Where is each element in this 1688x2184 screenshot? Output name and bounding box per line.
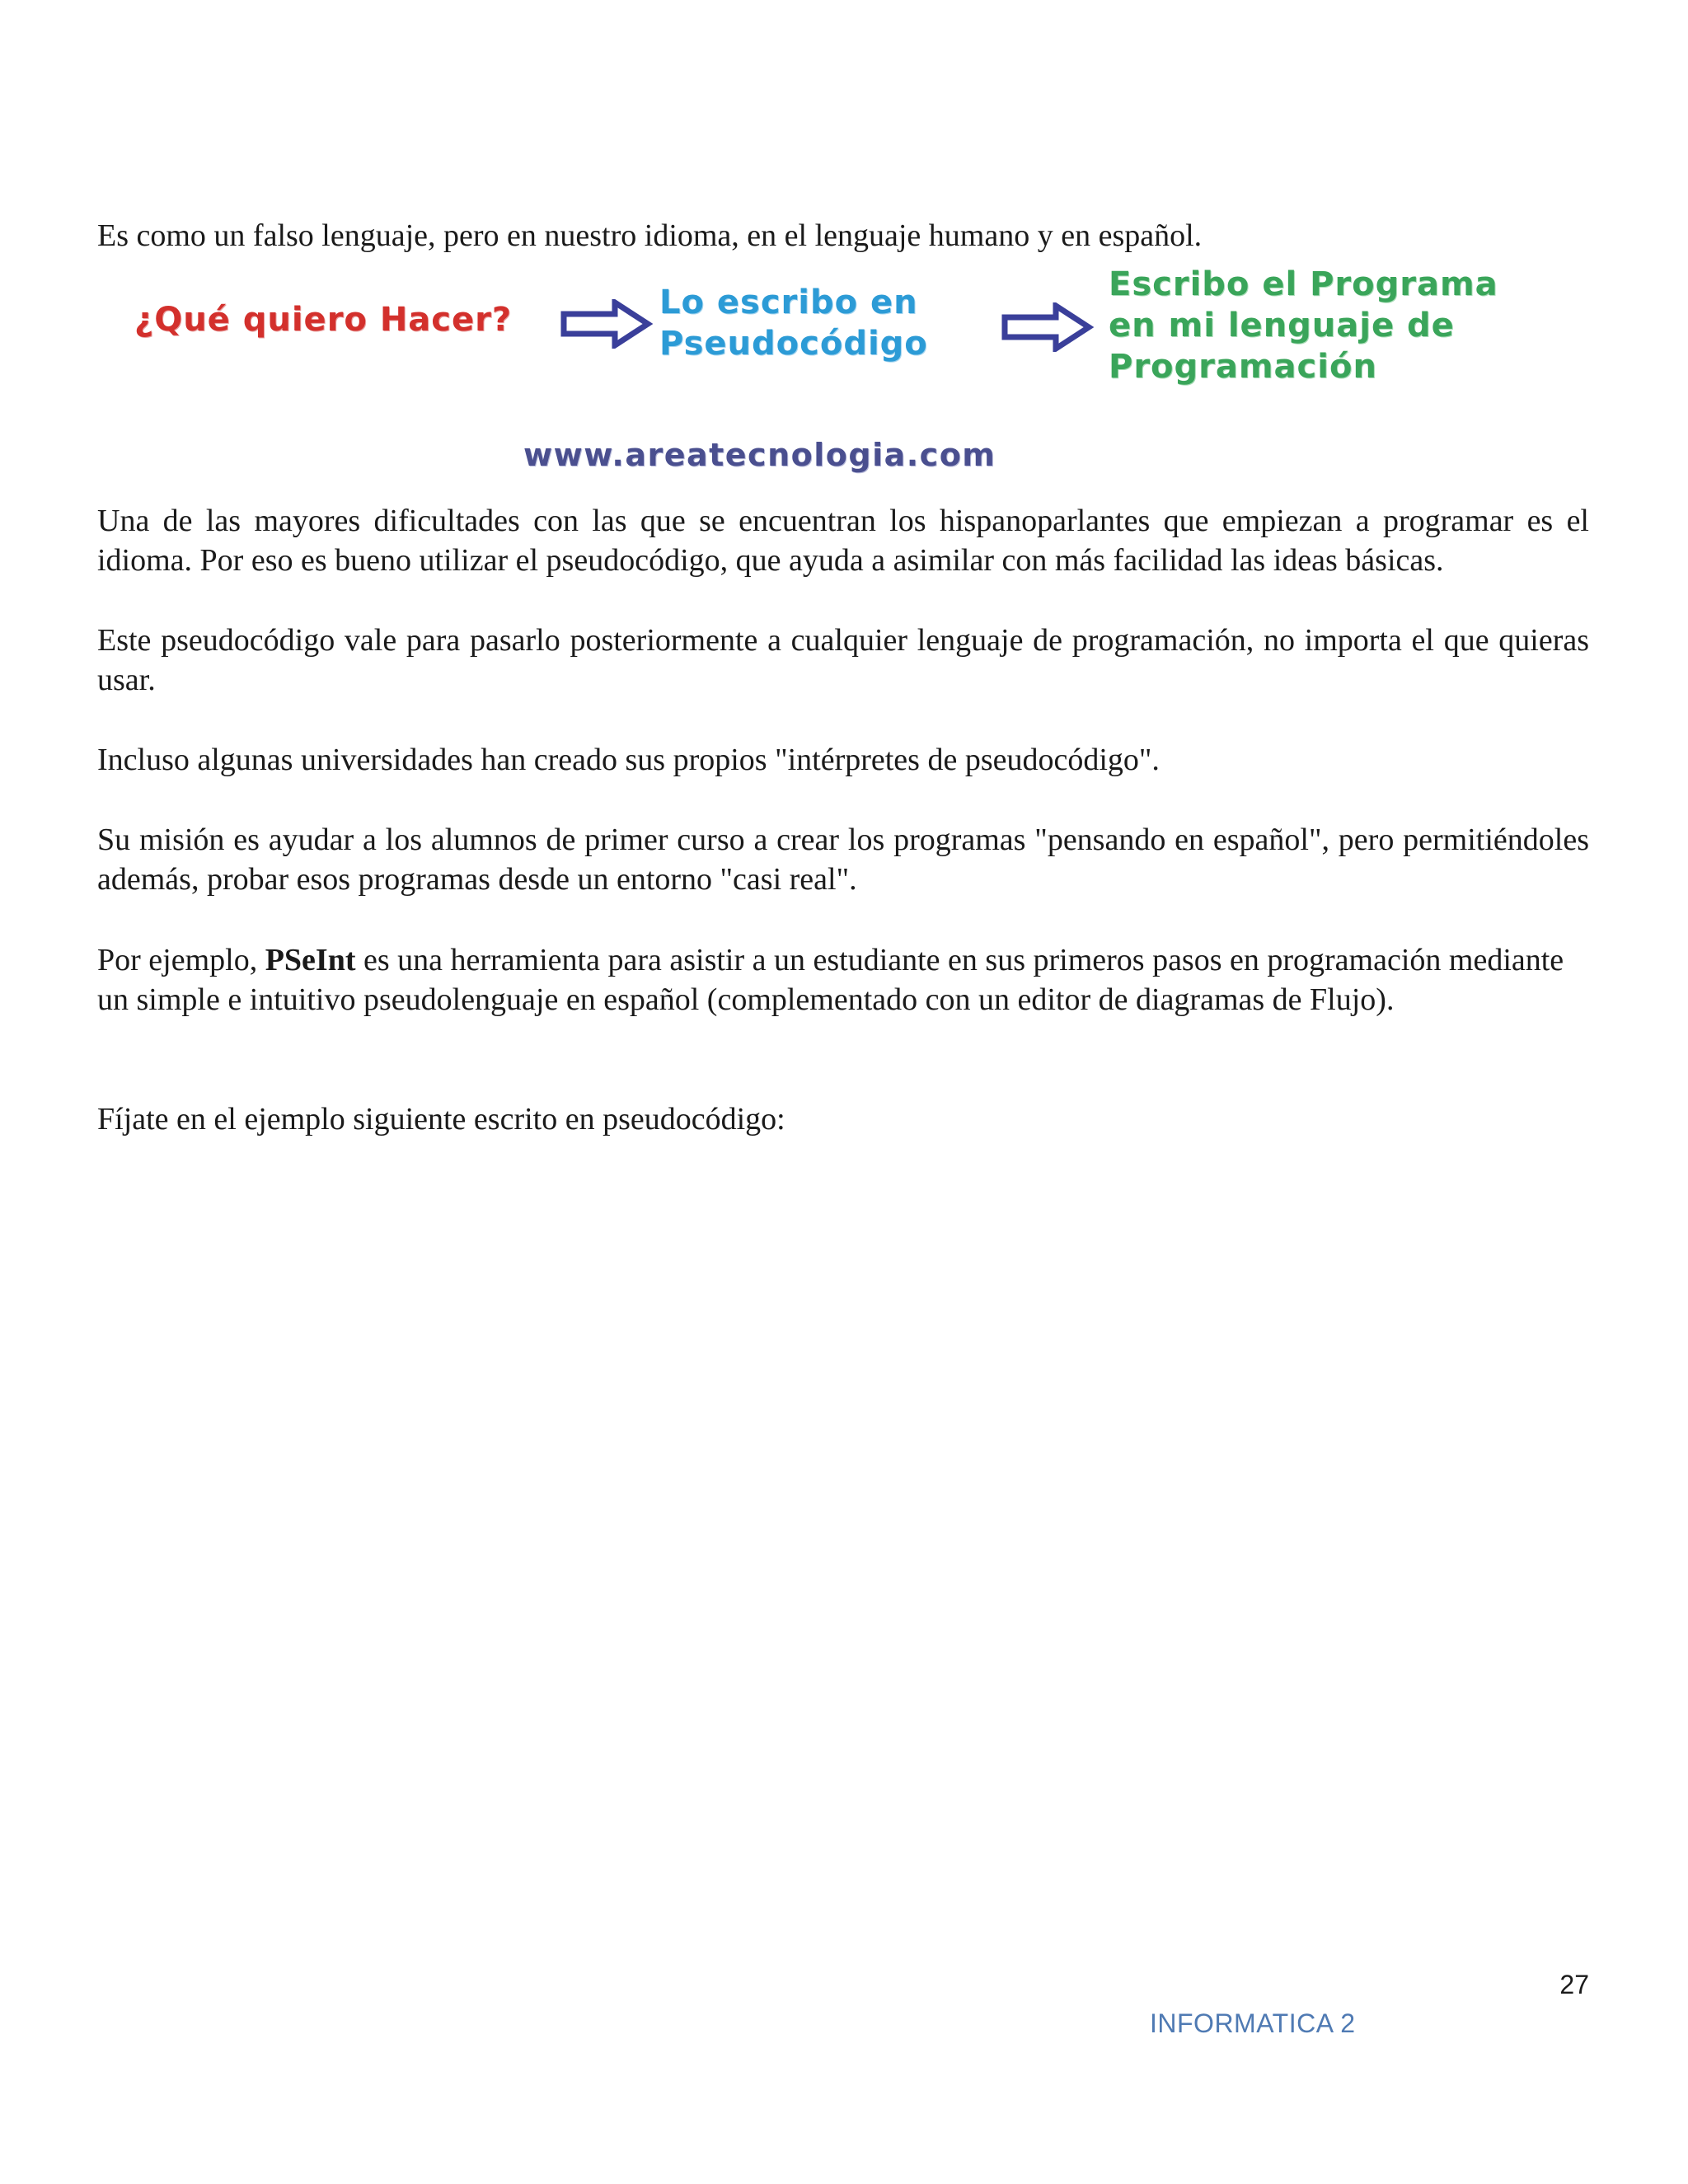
banner-step2-line1: Lo escribo en [659,284,918,321]
banner-step2-line2: Pseudocódigo [659,325,928,363]
pseint-description: es una herramienta para asistir a un estudiante en sus primeros pasos en programación mediante un simple e intuitivo pseudolenguaje en español (complementado con un editor de diagramas de Flujo). [97,943,1564,1017]
right-arrow-icon [1001,302,1094,352]
paragraph-look-at-example: Fíjate en el ejemplo siguiente escrito en pseudocódigo: [97,1102,785,1137]
footer-course-label: INFORMATICA 2 [1150,2008,1356,2038]
banner-step-write-program [1109,264,1498,387]
banner-step-what-to-do: ¿Qué quiero Hacer? [134,301,513,339]
banner-step3-line1: Escribo el Programa [1109,265,1498,303]
banner-source-url: www.areatecnologia.com [523,437,996,473]
banner-step-write-pseudocode [659,282,928,364]
paragraph-pseint-example [97,940,1589,1019]
pseint-name: PSeInt [265,943,356,977]
pseudocode-flow-banner [124,260,1550,486]
banner-step3-line3: Programación [1109,348,1377,386]
page-number: 27 [1559,1970,1589,1999]
paragraph-mission: Su misión es ayudar a los alumnos de primer curso a crear los programas "pensando en español", pero permitiéndoles además, probar esos programas desde un entorno "casi real". [97,823,1589,897]
banner-step3-line2: en mi lenguaje de [1109,307,1455,344]
paragraph-difficulties: Una de las mayores dificultades con las que se encuentran los hispanoparlantes que empiezan a programar es el idioma. Por eso es bueno utilizar el pseudocódigo, que ayuda a asimilar con más facilidad las ideas básicas. [97,504,1589,578]
pseint-intro-text: Por ejemplo, [97,943,265,977]
paragraph-any-language: Este pseudocódigo vale para pasarlo posteriormente a cualquier lenguaje de programación, no importa el que quieras usar. [97,623,1589,697]
paragraph-universities: Incluso algunas universidades han creado sus propios "intérpretes de pseudocódigo". [97,743,1160,777]
right-arrow-icon [560,299,653,349]
paragraph-intro: Es como un falso lenguaje, pero en nuestro idioma, en el lenguaje humano y en español. [97,218,1203,253]
